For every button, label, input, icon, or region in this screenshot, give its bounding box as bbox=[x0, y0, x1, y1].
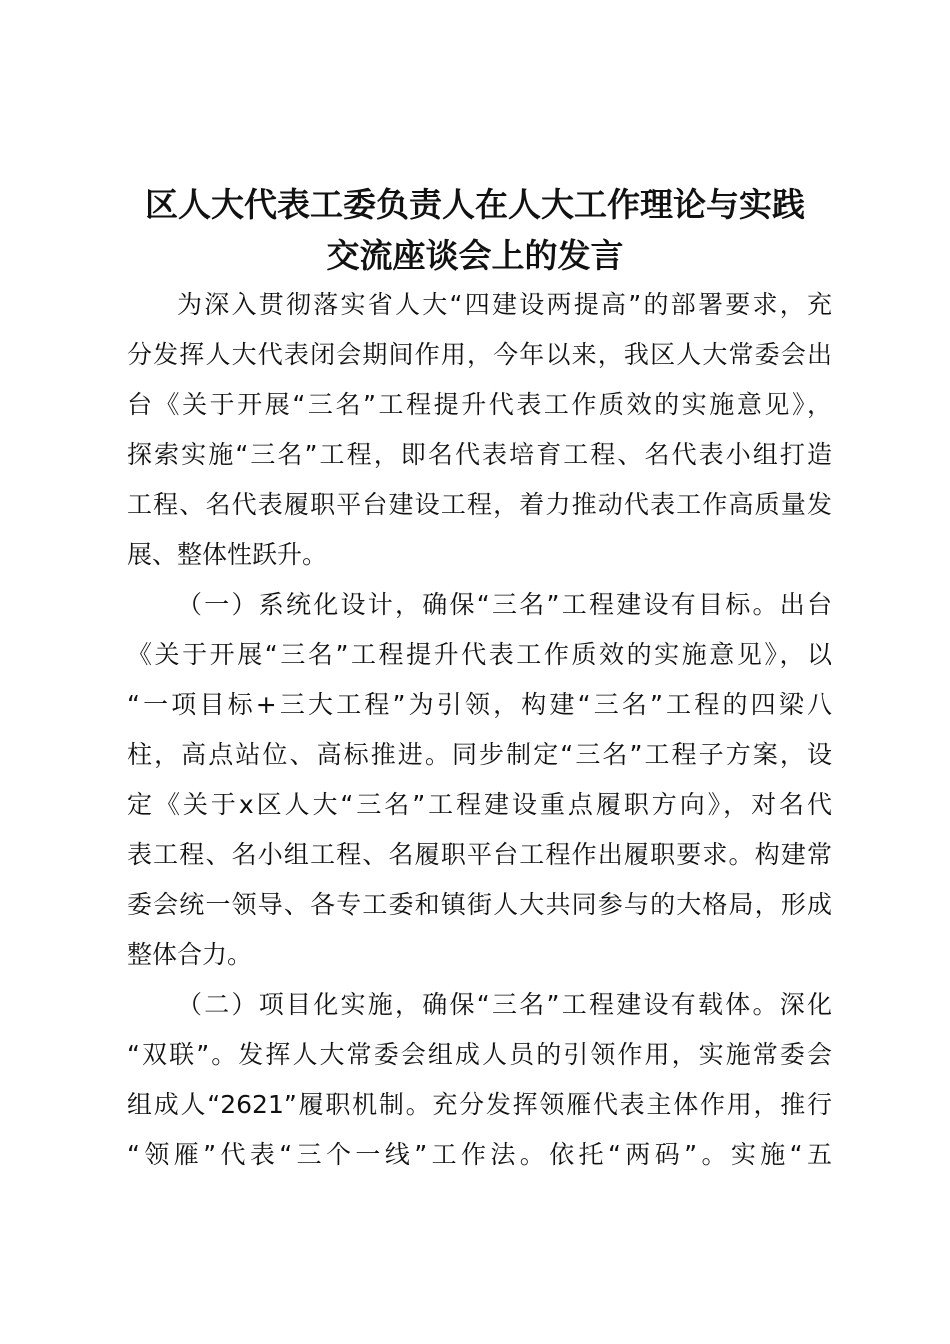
paragraph-line: 为深入贯彻落实省人大“四建设两提高”的部署要求，充 bbox=[177, 290, 832, 319]
document-title-line-2: 交流座谈会上的发言 bbox=[326, 236, 624, 275]
paragraph-line: （一）系统化设计，确保“三名”工程建设有目标。出台 bbox=[177, 590, 832, 619]
paragraph-line: 委会统一领导、各专工委和镇街人大共同参与的大格局，形成 bbox=[127, 890, 832, 919]
paragraph-line: 表工程、名小组工程、名履职平台工程作出履职要求。构建常 bbox=[127, 840, 832, 869]
paragraph-line: 《关于开展“三名”工程提升代表工作质效的实施意见》，以 bbox=[127, 640, 832, 669]
paragraph-line: 定《关于x区人大“三名”工程建设重点履职方向》，对名代 bbox=[127, 790, 832, 819]
paragraph-line: 柱，高点站位、高标推进。同步制定“三名”工程子方案，设 bbox=[127, 740, 832, 769]
paragraph-line: （二）项目化实施，确保“三名”工程建设有载体。深化 bbox=[177, 990, 832, 1019]
paragraph-line: 展、整体性跃升。 bbox=[127, 540, 328, 569]
document-title-line-1: 区人大代表工委负责人在人大工作理论与实践 bbox=[145, 185, 805, 224]
paragraph-line: 组成人“2621”履职机制。充分发挥领雁代表主体作用，推行 bbox=[127, 1090, 832, 1119]
paragraph-line: “双联”。发挥人大常委会组成人员的引领作用，实施常委会 bbox=[127, 1040, 832, 1069]
paragraph-line: 工程、名代表履职平台建设工程，着力推动代表工作高质量发 bbox=[127, 490, 832, 519]
paragraph-line: 探索实施“三名”工程，即名代表培育工程、名代表小组打造 bbox=[127, 440, 832, 469]
paragraph-line: “领雁”代表“三个一线”工作法。依托“两码”。实施“五 bbox=[127, 1140, 832, 1169]
paragraph-line: 分发挥人大代表闭会期间作用，今年以来，我区人大常委会出 bbox=[127, 340, 832, 369]
paragraph-line: 整体合力。 bbox=[127, 940, 253, 969]
paragraph-line: “一项目标+三大工程”为引领，构建“三名”工程的四梁八 bbox=[127, 690, 832, 719]
paragraph-line: 台《关于开展“三名”工程提升代表工作质效的实施意见》， bbox=[127, 390, 832, 419]
